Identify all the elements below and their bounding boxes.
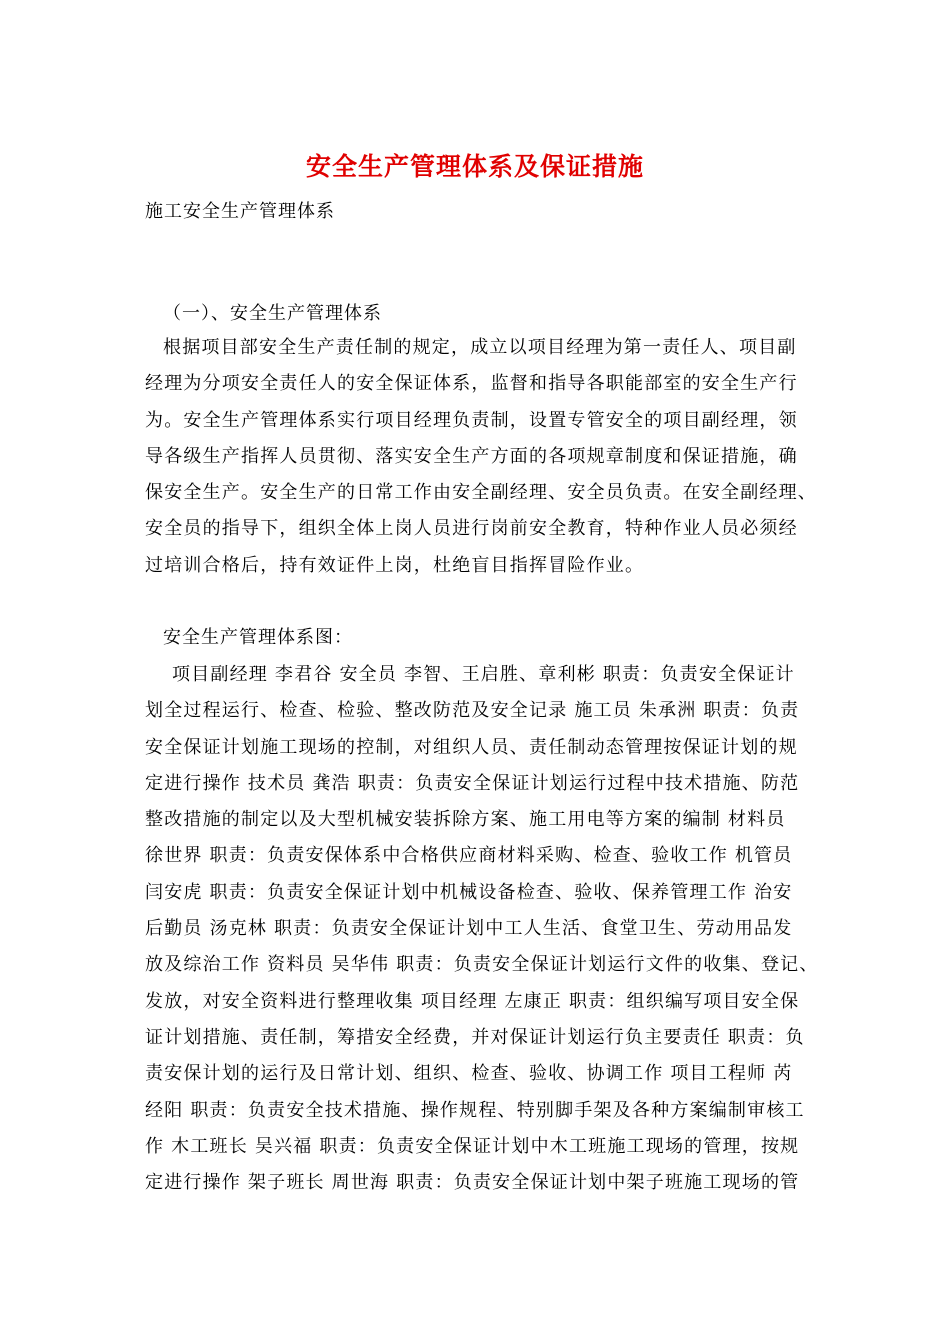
paragraph-management-system [145,330,815,584]
paragraph-line: 为。安全生产管理体系实行项目经理负责制，设置专管安全的项目副经理，领 [145,409,798,431]
paragraph-line: 证计划措施、责任制，筹措安全经费，并对保证计划运行负主要责任 职责：负 [145,1026,805,1048]
paragraph-line: 后勤员 汤克林 职责：负责安全保证计划中工人生活、食堂卫生、劳动用品发 [145,918,793,940]
paragraph-line: 定进行操作 架子班长 周世海 职责：负责安全保证计划中架子班施工现场的管 [145,1172,800,1194]
paragraph-line: 放及综治工作 资料员 吴华伟 职责：负责安全保证计划运行文件的收集、登记、 [145,954,819,976]
paragraph-line: 项目副经理 李君谷 安全员 李智、王启胜、章利彬 职责：负责安全保证计 [172,664,795,685]
document-title: 安全生产管理体系及保证措施 [305,152,644,181]
paragraph-line: 闫安虎 职责：负责安全保证计划中机械设备检查、验收、保养管理工作 治安 [145,881,793,903]
diagram-label: 安全生产管理体系图： [163,627,353,648]
paragraph-line: 安全保证计划施工现场的控制，对组织人员、责任制动态管理按保证计划的规 [145,736,798,758]
paragraph-line: 定进行操作 技术员 龚浩 职责：负责安全保证计划运行过程中技术措施、防范 [145,772,800,794]
paragraph-line: 经阳 职责：负责安全技术措施、操作规程、特别脚手架及各种方案编制审核工 [145,1099,805,1121]
document-subtitle: 施工安全生产管理体系 [145,201,335,222]
paragraph-line: 保安全生产。安全生产的日常工作由安全副经理、安全员负责。在安全副经理、 [145,482,817,504]
paragraph-line: 徐世界 职责：负责安保体系中合格供应商材料采购、检查、验收工作 机管员 [145,845,793,867]
paragraph-line: 安全员的指导下，组织全体上岗人员进行岗前安全教育，特种作业人员必须经 [145,518,798,540]
paragraph-line: 导各级生产指挥人员贯彻、落实安全生产方面的各项规章制度和保证措施，确 [145,445,798,467]
paragraph-line: 作 木工班长 吴兴福 职责：负责安全保证计划中木工班施工现场的管理，按规 [145,1135,800,1157]
paragraph-line: 根据项目部安全生产责任制的规定，成立以项目经理为第一责任人、项目副 [163,337,797,358]
section-heading: （一）、安全生产管理体系 [163,303,382,324]
paragraph-responsibilities [145,657,819,1201]
paragraph-line: 经理为分项安全责任人的安全保证体系，监督和指导各职能部室的安全生产行 [145,373,798,395]
paragraph-line: 划全过程运行、检查、检验、整改防范及安全记录 施工员 朱承洲 职责：负责 [145,700,800,722]
paragraph-line: 整改措施的制定以及大型机械安装拆除方案、施工用电等方案的编制 材料员 [145,809,786,831]
paragraph-line: 过培训合格后，持有效证件上岗，杜绝盲目指挥冒险作业。 [145,554,645,576]
paragraph-line: 责安保计划的运行及日常计划、组织、检查、验收、协调工作 项目工程师 芮 [145,1063,793,1085]
paragraph-line: 发放，对安全资料进行整理收集 项目经理 左康正 职责：组织编写项目安全保 [145,990,800,1012]
